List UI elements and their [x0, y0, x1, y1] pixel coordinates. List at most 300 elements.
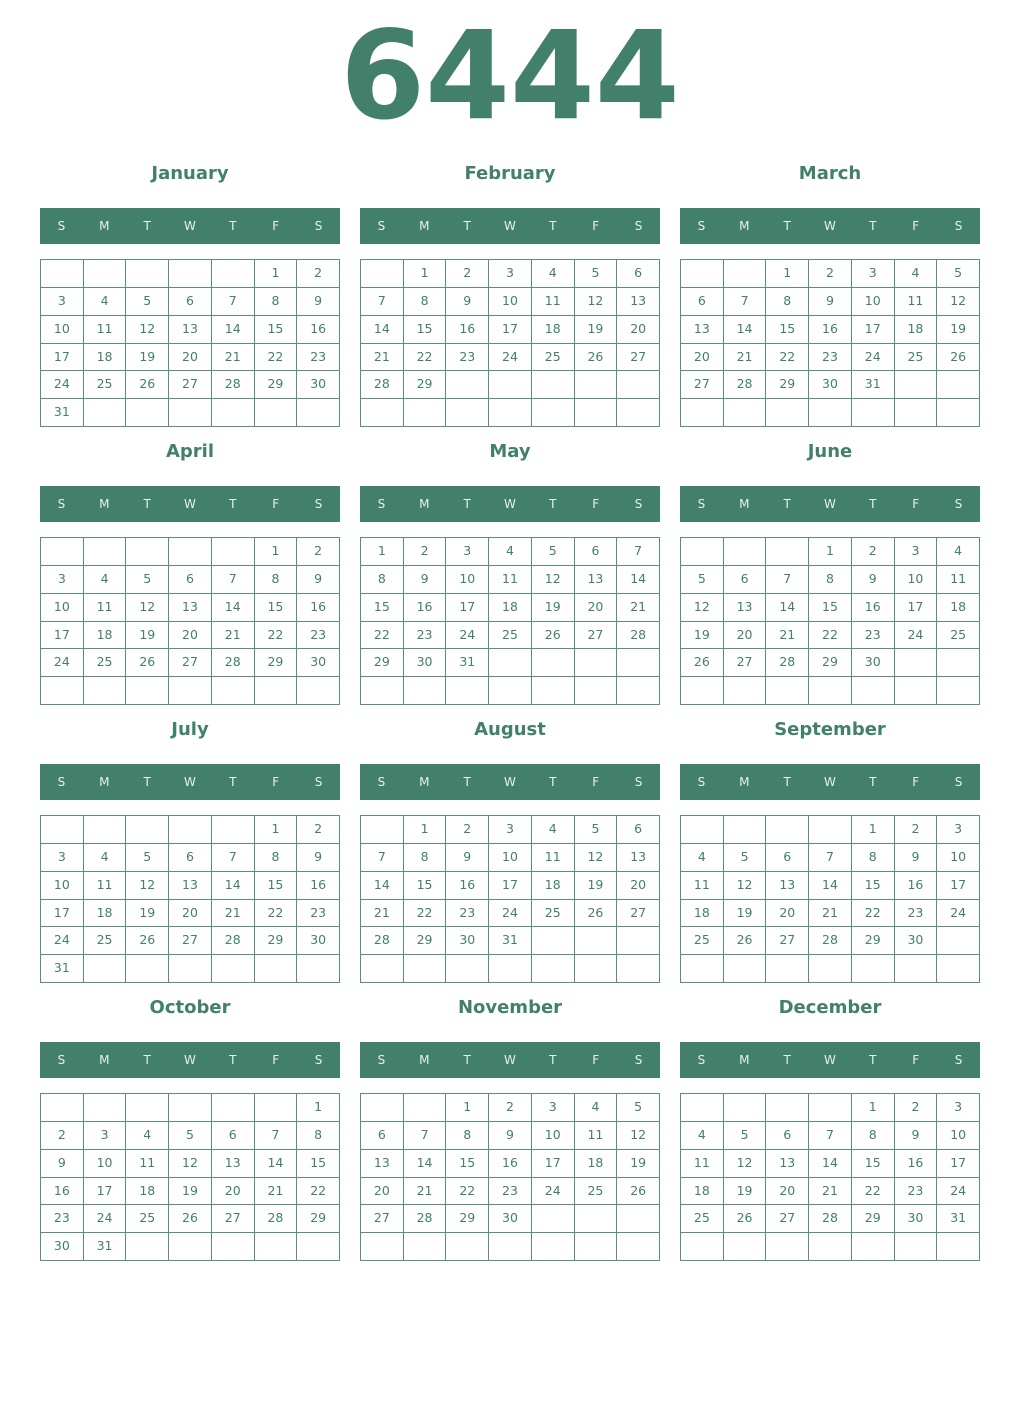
- day-cell: [255, 677, 298, 705]
- day-cell: 20: [361, 1178, 404, 1206]
- day-cell: [809, 816, 852, 844]
- day-cell: 31: [84, 1233, 127, 1261]
- day-cell: 30: [446, 927, 489, 955]
- day-cell: 6: [169, 288, 212, 316]
- day-cell: [255, 399, 298, 427]
- day-cell: [895, 399, 938, 427]
- day-cell: 7: [212, 566, 255, 594]
- weekday-label: M: [99, 1053, 110, 1067]
- weekday-label: M: [99, 775, 110, 789]
- weekday-label: M: [739, 497, 750, 511]
- day-cell: 18: [575, 1150, 618, 1178]
- weekday-header: [680, 486, 980, 522]
- day-cell: 20: [724, 622, 767, 650]
- day-cell: 6: [212, 1122, 255, 1150]
- day-cell: 15: [255, 872, 298, 900]
- day-cell: [489, 649, 532, 677]
- day-cell: [297, 677, 340, 705]
- day-cell: [681, 816, 724, 844]
- day-cell: [724, 816, 767, 844]
- weekday-label: T: [143, 775, 151, 789]
- day-cell: 9: [852, 566, 895, 594]
- weekday-header: [360, 486, 660, 522]
- weekday-header: [680, 764, 980, 800]
- day-cell: 20: [617, 872, 660, 900]
- day-cell: 18: [895, 316, 938, 344]
- day-cell: 3: [489, 816, 532, 844]
- day-cell: 28: [617, 622, 660, 650]
- days-grid: [40, 259, 340, 427]
- day-cell: [575, 649, 618, 677]
- day-cell: 27: [724, 649, 767, 677]
- day-cell: [575, 955, 618, 983]
- day-cell: 18: [126, 1178, 169, 1206]
- day-cell: 13: [169, 316, 212, 344]
- day-cell: 7: [404, 1122, 447, 1150]
- day-cell: 26: [724, 927, 767, 955]
- day-cell: 1: [255, 260, 298, 288]
- weekday-label: F: [592, 775, 600, 789]
- day-cell: 19: [575, 872, 618, 900]
- weekday-label: T: [549, 1053, 557, 1067]
- day-cell: 31: [937, 1205, 980, 1233]
- day-cell: 13: [361, 1150, 404, 1178]
- day-cell: 9: [895, 844, 938, 872]
- day-cell: 11: [489, 566, 532, 594]
- weekday-label: S: [634, 219, 643, 233]
- day-cell: 21: [212, 622, 255, 650]
- day-cell: 21: [361, 900, 404, 928]
- day-cell: 25: [575, 1178, 618, 1206]
- weekday-label: T: [549, 497, 557, 511]
- day-cell: [446, 1233, 489, 1261]
- day-cell: [84, 538, 127, 566]
- day-cell: 10: [41, 872, 84, 900]
- day-cell: 12: [937, 288, 980, 316]
- days-grid: [40, 1093, 340, 1261]
- day-cell: 26: [532, 622, 575, 650]
- weekday-label: F: [592, 1053, 600, 1067]
- day-cell: 30: [297, 649, 340, 677]
- day-cell: 2: [297, 538, 340, 566]
- day-cell: [852, 399, 895, 427]
- day-cell: 27: [617, 900, 660, 928]
- day-cell: 2: [446, 260, 489, 288]
- day-cell: 8: [852, 1122, 895, 1150]
- day-cell: 16: [852, 594, 895, 622]
- day-cell: 28: [361, 927, 404, 955]
- day-cell: 16: [446, 316, 489, 344]
- day-cell: 1: [404, 260, 447, 288]
- day-cell: 18: [84, 622, 127, 650]
- day-cell: 22: [255, 900, 298, 928]
- weekday-label: W: [184, 219, 196, 233]
- day-cell: [852, 955, 895, 983]
- day-cell: 4: [681, 844, 724, 872]
- day-cell: 26: [575, 344, 618, 372]
- day-cell: 20: [169, 622, 212, 650]
- day-cell: 24: [446, 622, 489, 650]
- day-cell: 25: [84, 649, 127, 677]
- day-cell: [724, 399, 767, 427]
- day-cell: 22: [255, 344, 298, 372]
- day-cell: [617, 955, 660, 983]
- weekday-label: W: [184, 775, 196, 789]
- day-cell: 11: [895, 288, 938, 316]
- day-cell: [84, 955, 127, 983]
- day-cell: [169, 1094, 212, 1122]
- month-name: December: [778, 997, 882, 1018]
- day-cell: 8: [852, 844, 895, 872]
- day-cell: 14: [724, 316, 767, 344]
- day-cell: [617, 399, 660, 427]
- day-cell: 11: [532, 288, 575, 316]
- day-cell: 4: [84, 566, 127, 594]
- day-cell: 10: [489, 288, 532, 316]
- weekday-label: T: [783, 219, 791, 233]
- day-cell: [532, 677, 575, 705]
- weekday-header: [40, 208, 340, 244]
- day-cell: [937, 371, 980, 399]
- day-cell: 9: [446, 844, 489, 872]
- day-cell: 28: [766, 649, 809, 677]
- day-cell: 20: [766, 900, 809, 928]
- day-cell: 13: [169, 872, 212, 900]
- day-cell: 26: [937, 344, 980, 372]
- day-cell: 25: [895, 344, 938, 372]
- day-cell: 30: [809, 371, 852, 399]
- day-cell: 5: [937, 260, 980, 288]
- day-cell: 13: [766, 872, 809, 900]
- day-cell: [212, 677, 255, 705]
- day-cell: 23: [446, 344, 489, 372]
- day-cell: 22: [297, 1178, 340, 1206]
- day-cell: 30: [297, 371, 340, 399]
- weekday-label: F: [912, 219, 920, 233]
- weekday-label: W: [184, 497, 196, 511]
- day-cell: [255, 1233, 298, 1261]
- day-cell: [404, 677, 447, 705]
- weekday-label: S: [634, 1053, 643, 1067]
- day-cell: 27: [212, 1205, 255, 1233]
- day-cell: 30: [41, 1233, 84, 1261]
- day-cell: 29: [255, 649, 298, 677]
- day-cell: 22: [446, 1178, 489, 1206]
- day-cell: [766, 816, 809, 844]
- day-cell: 25: [681, 927, 724, 955]
- day-cell: [766, 399, 809, 427]
- day-cell: 17: [41, 900, 84, 928]
- weekday-label: F: [272, 775, 280, 789]
- day-cell: 3: [937, 1094, 980, 1122]
- day-cell: 22: [852, 1178, 895, 1206]
- day-cell: 19: [724, 1178, 767, 1206]
- day-cell: [532, 955, 575, 983]
- day-cell: 18: [681, 1178, 724, 1206]
- day-cell: [404, 1233, 447, 1261]
- day-cell: 2: [41, 1122, 84, 1150]
- day-cell: 14: [361, 316, 404, 344]
- day-cell: [297, 1233, 340, 1261]
- day-cell: 15: [297, 1150, 340, 1178]
- day-cell: [937, 955, 980, 983]
- day-cell: 23: [489, 1178, 532, 1206]
- day-cell: 5: [724, 1122, 767, 1150]
- day-cell: 16: [489, 1150, 532, 1178]
- day-cell: 16: [297, 594, 340, 622]
- month-name: August: [474, 719, 546, 740]
- day-cell: 25: [532, 900, 575, 928]
- day-cell: 9: [297, 844, 340, 872]
- day-cell: 24: [489, 900, 532, 928]
- day-cell: 15: [852, 872, 895, 900]
- day-cell: [575, 371, 618, 399]
- day-cell: 21: [255, 1178, 298, 1206]
- day-cell: [212, 1094, 255, 1122]
- day-cell: 21: [617, 594, 660, 622]
- day-cell: [724, 955, 767, 983]
- day-cell: [575, 399, 618, 427]
- day-cell: 27: [681, 371, 724, 399]
- day-cell: 7: [361, 288, 404, 316]
- weekday-label: T: [229, 219, 237, 233]
- day-cell: 4: [937, 538, 980, 566]
- day-cell: [809, 955, 852, 983]
- weekday-label: W: [504, 219, 516, 233]
- weekday-label: M: [99, 497, 110, 511]
- day-cell: 19: [126, 622, 169, 650]
- day-cell: [84, 677, 127, 705]
- day-cell: 6: [766, 844, 809, 872]
- day-cell: 25: [681, 1205, 724, 1233]
- day-cell: 13: [724, 594, 767, 622]
- day-cell: 15: [255, 316, 298, 344]
- day-cell: 10: [937, 1122, 980, 1150]
- day-cell: 13: [575, 566, 618, 594]
- day-cell: 23: [404, 622, 447, 650]
- day-cell: [169, 1233, 212, 1261]
- day-cell: 2: [489, 1094, 532, 1122]
- day-cell: [681, 399, 724, 427]
- weekday-label: M: [419, 219, 430, 233]
- weekday-label: S: [954, 497, 963, 511]
- day-cell: 31: [41, 955, 84, 983]
- month-name: July: [171, 719, 209, 740]
- weekday-label: M: [739, 775, 750, 789]
- day-cell: 18: [84, 344, 127, 372]
- day-cell: 12: [126, 594, 169, 622]
- day-cell: 20: [681, 344, 724, 372]
- day-cell: 1: [446, 1094, 489, 1122]
- day-cell: [361, 1233, 404, 1261]
- days-grid: [680, 537, 980, 705]
- day-cell: 20: [766, 1178, 809, 1206]
- weekday-label: T: [783, 775, 791, 789]
- day-cell: 14: [212, 316, 255, 344]
- day-cell: 12: [575, 844, 618, 872]
- day-cell: 4: [681, 1122, 724, 1150]
- weekday-label: S: [377, 775, 386, 789]
- day-cell: 30: [404, 649, 447, 677]
- day-cell: 5: [126, 844, 169, 872]
- weekday-label: T: [463, 219, 471, 233]
- day-cell: [617, 1205, 660, 1233]
- day-cell: [126, 1094, 169, 1122]
- days-grid: [360, 815, 660, 983]
- day-cell: 14: [361, 872, 404, 900]
- day-cell: 8: [404, 288, 447, 316]
- day-cell: 19: [126, 900, 169, 928]
- day-cell: 8: [361, 566, 404, 594]
- day-cell: 10: [446, 566, 489, 594]
- day-cell: [766, 677, 809, 705]
- day-cell: [126, 955, 169, 983]
- day-cell: 17: [895, 594, 938, 622]
- day-cell: 17: [84, 1178, 127, 1206]
- day-cell: 12: [724, 1150, 767, 1178]
- day-cell: [852, 1233, 895, 1261]
- day-cell: 10: [41, 316, 84, 344]
- weekday-label: S: [697, 497, 706, 511]
- day-cell: [532, 399, 575, 427]
- day-cell: 10: [895, 566, 938, 594]
- day-cell: 17: [489, 316, 532, 344]
- day-cell: 9: [895, 1122, 938, 1150]
- day-cell: 7: [212, 844, 255, 872]
- day-cell: 5: [126, 288, 169, 316]
- day-cell: 5: [532, 538, 575, 566]
- day-cell: 15: [361, 594, 404, 622]
- day-cell: 21: [724, 344, 767, 372]
- day-cell: 23: [852, 622, 895, 650]
- days-grid: [360, 259, 660, 427]
- month-name: November: [457, 997, 563, 1018]
- day-cell: 18: [84, 900, 127, 928]
- day-cell: 15: [766, 316, 809, 344]
- day-cell: 9: [446, 288, 489, 316]
- day-cell: 6: [575, 538, 618, 566]
- day-cell: [404, 1094, 447, 1122]
- day-cell: 19: [126, 344, 169, 372]
- day-cell: 2: [895, 816, 938, 844]
- weekday-label: S: [954, 1053, 963, 1067]
- day-cell: 2: [446, 816, 489, 844]
- day-cell: 5: [169, 1122, 212, 1150]
- day-cell: 18: [489, 594, 532, 622]
- month-name: May: [489, 441, 531, 462]
- day-cell: 2: [297, 260, 340, 288]
- day-cell: 16: [895, 872, 938, 900]
- day-cell: 15: [446, 1150, 489, 1178]
- day-cell: 21: [766, 622, 809, 650]
- day-cell: [361, 1094, 404, 1122]
- day-cell: 9: [41, 1150, 84, 1178]
- day-cell: [809, 1233, 852, 1261]
- day-cell: 15: [255, 594, 298, 622]
- weekday-label: S: [314, 497, 323, 511]
- weekday-label: S: [697, 775, 706, 789]
- day-cell: [361, 955, 404, 983]
- day-cell: [84, 816, 127, 844]
- weekday-label: S: [954, 775, 963, 789]
- day-cell: 23: [297, 900, 340, 928]
- day-cell: 3: [937, 816, 980, 844]
- day-cell: 14: [212, 872, 255, 900]
- day-cell: 13: [212, 1150, 255, 1178]
- day-cell: [809, 1094, 852, 1122]
- day-cell: [169, 399, 212, 427]
- day-cell: 2: [852, 538, 895, 566]
- day-cell: [446, 371, 489, 399]
- day-cell: 9: [489, 1122, 532, 1150]
- day-cell: [297, 399, 340, 427]
- day-cell: 30: [297, 927, 340, 955]
- weekday-label: T: [229, 1053, 237, 1067]
- day-cell: 27: [575, 622, 618, 650]
- day-cell: 16: [809, 316, 852, 344]
- day-cell: 21: [212, 900, 255, 928]
- day-cell: [681, 260, 724, 288]
- days-grid: [680, 815, 980, 983]
- day-cell: [169, 955, 212, 983]
- weekday-label: S: [697, 1053, 706, 1067]
- day-cell: 28: [212, 649, 255, 677]
- day-cell: 6: [724, 566, 767, 594]
- weekday-label: M: [419, 1053, 430, 1067]
- weekday-label: T: [549, 775, 557, 789]
- month-name: October: [149, 997, 231, 1018]
- day-cell: 4: [84, 288, 127, 316]
- day-cell: 21: [404, 1178, 447, 1206]
- weekday-label: S: [57, 1053, 66, 1067]
- day-cell: [126, 816, 169, 844]
- day-cell: 17: [41, 344, 84, 372]
- weekday-label: T: [869, 497, 877, 511]
- day-cell: [766, 955, 809, 983]
- weekday-label: W: [504, 1053, 516, 1067]
- day-cell: 23: [809, 344, 852, 372]
- day-cell: 10: [937, 844, 980, 872]
- day-cell: 1: [766, 260, 809, 288]
- weekday-header: [360, 764, 660, 800]
- day-cell: 1: [297, 1094, 340, 1122]
- day-cell: 25: [126, 1205, 169, 1233]
- day-cell: [489, 955, 532, 983]
- day-cell: [41, 1094, 84, 1122]
- day-cell: [681, 538, 724, 566]
- day-cell: 24: [41, 927, 84, 955]
- day-cell: [575, 677, 618, 705]
- weekday-label: F: [272, 1053, 280, 1067]
- day-cell: [404, 955, 447, 983]
- day-cell: [724, 1233, 767, 1261]
- day-cell: 11: [126, 1150, 169, 1178]
- weekday-label: T: [463, 775, 471, 789]
- day-cell: 8: [255, 844, 298, 872]
- weekday-label: F: [912, 497, 920, 511]
- days-grid: [40, 815, 340, 983]
- day-cell: 22: [766, 344, 809, 372]
- day-cell: 28: [212, 371, 255, 399]
- day-cell: [895, 371, 938, 399]
- day-cell: 24: [489, 344, 532, 372]
- day-cell: 9: [809, 288, 852, 316]
- day-cell: 3: [489, 260, 532, 288]
- day-cell: 23: [446, 900, 489, 928]
- day-cell: 13: [169, 594, 212, 622]
- day-cell: 28: [255, 1205, 298, 1233]
- days-grid: [40, 537, 340, 705]
